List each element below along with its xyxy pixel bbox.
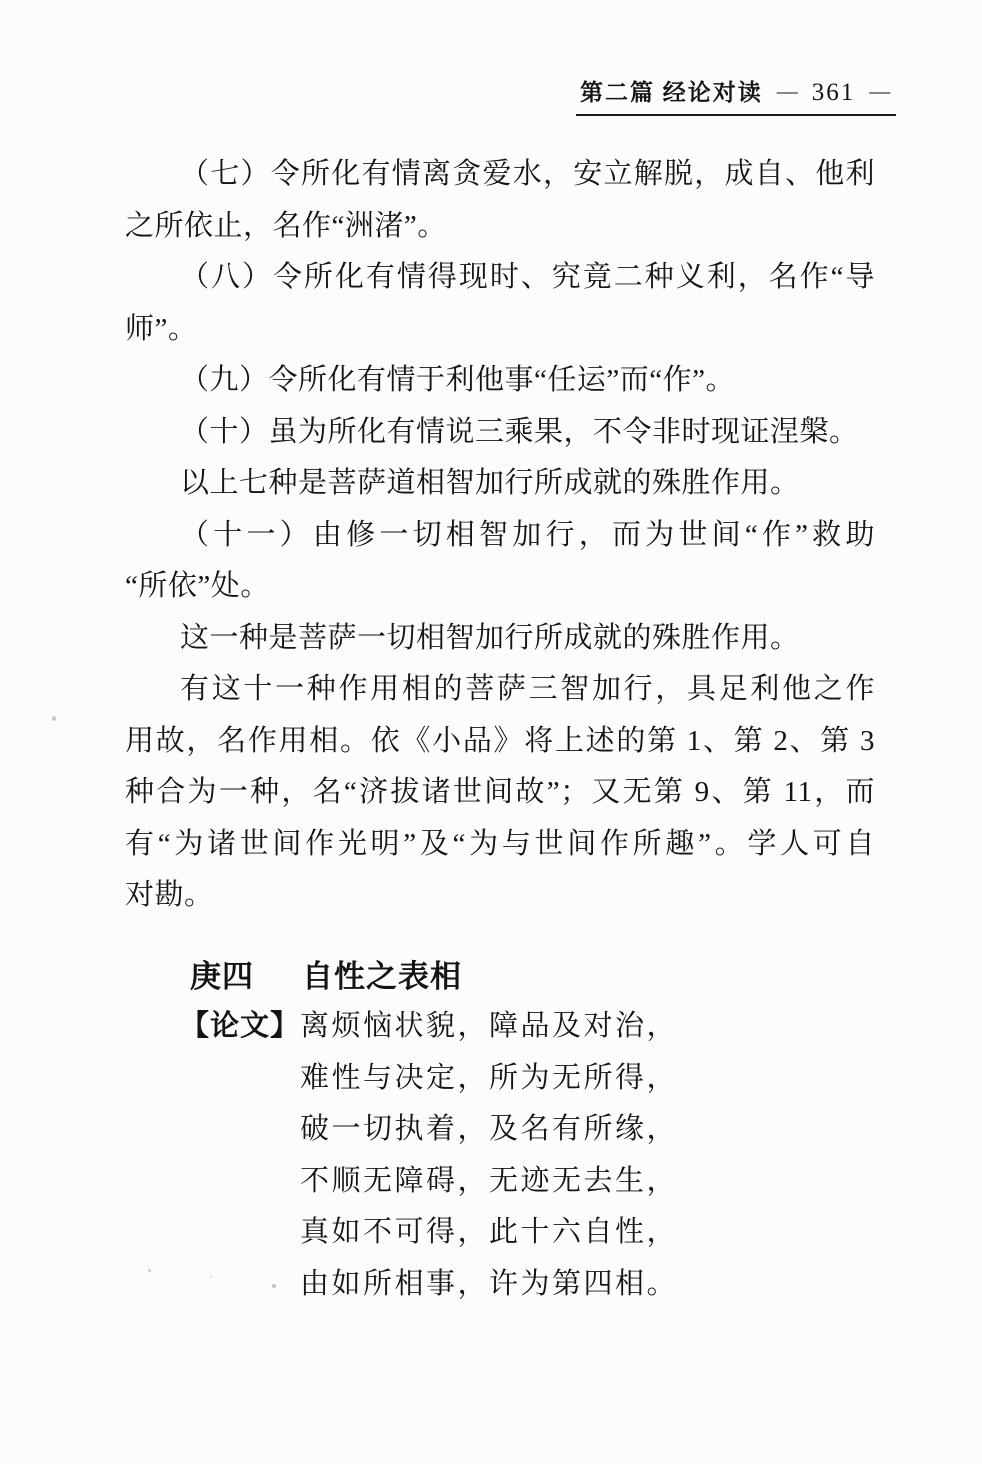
verse-line: 难性与决定，所为无所得， [300,1061,679,1094]
treatise-label: 【论文】 [180,1010,301,1042]
paragraph-conclusion-line: 有“为诸世间作光明”及“为与世间作所趣”。学人可自 [125,827,875,860]
verse-line: 不顺无障碍，无迹无去生， [300,1164,679,1197]
verse [300,1001,875,1310]
paragraph-7-line: （七）令所化有情离贪爱水，安立解脱，成自、他利 [180,158,875,190]
verse-line: 真如不可得，此十六自性， [300,1216,679,1248]
page-number-dash-left: — [776,79,798,103]
verse-line: 破一切执着，及名有所缘， [300,1113,679,1145]
paragraph-8-line: 师”。 [125,312,198,345]
verse-line: 离烦恼状貌，障品及对治， [300,1010,679,1042]
paragraph-conclusion-line: 对勘。 [125,879,214,911]
paragraph-conclusion-line: 用故，名作用相。依《小品》将上述的第 1、第 2、第 3 [125,724,875,757]
scan-speck [210,1276,212,1278]
paragraph-11-line: “所依”处。 [125,570,270,602]
page-number-dash-right: — [869,79,891,103]
scan-speck [272,1284,276,1288]
verse-line: 由如所相事，许为第四相。 [300,1267,679,1300]
section-heading [190,951,462,996]
paragraph-conclusion-line: 种合为一种，名“济拔诸世间故”；又无第 9、第 11，而 [125,776,875,808]
paragraph-10-line: （十）虽为所化有情说三乘果，不令非时现证涅槃。 [180,415,859,448]
page-number: 361 [811,79,856,106]
paragraph-7-line: 之所依止，名作“洲渚”。 [125,209,447,242]
section-number: 庚四 [190,959,254,994]
running-title: 第二篇 经论对读 [580,80,763,105]
paragraph-11-line: （十一）由修一切相智加行，而为世间“作”救助 [180,518,875,551]
body-text [125,149,875,922]
paragraph-summary1-line: 这一种是菩萨一切相智加行所成就的殊胜作用。 [180,621,800,654]
treatise-block [125,1001,875,1310]
section-title: 自性之表相 [302,959,462,994]
paragraph-9-line: （九）令所化有情于利他事“任运”而“作”。 [180,364,735,396]
running-header [576,74,896,116]
paragraph-conclusion-line: 有这十一种作用相的菩萨三智加行，具足利他之作 [180,673,875,705]
scan-speck [52,716,56,721]
scan-speck [148,1269,151,1272]
paragraph-8-line: （八）令所化有情得现时、究竟二种义利，名作“导 [180,261,875,293]
paragraph-summary7-line: 以上七种是菩萨道相智加行所成就的殊胜作用。 [180,467,800,499]
